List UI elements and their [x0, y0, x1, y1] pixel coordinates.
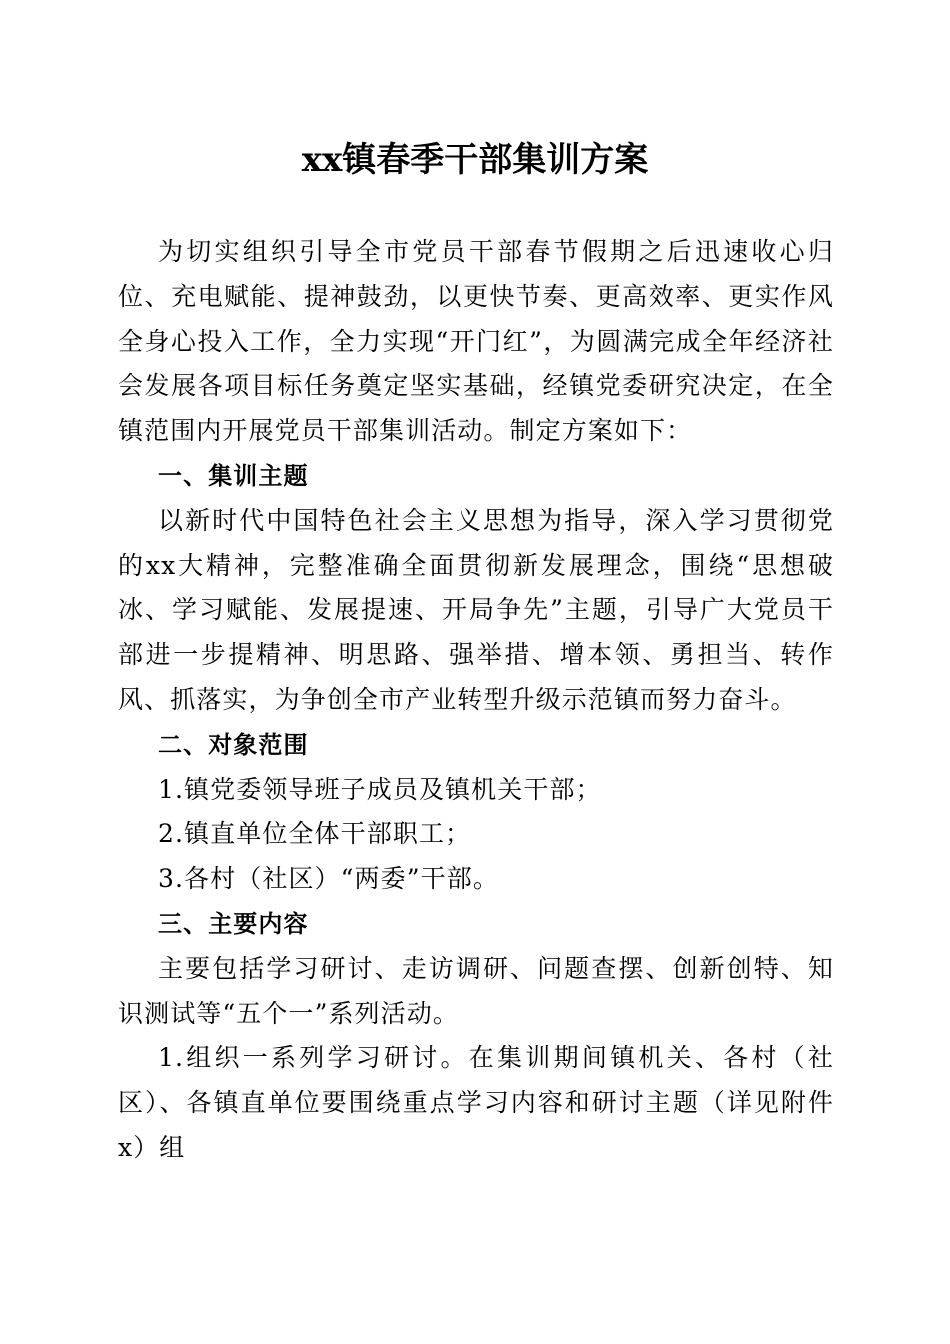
content-paragraph: 主要包括学习研讨、走访调研、问题查摆、创新创特、知识测试等“五个一”系列活动。: [118, 953, 834, 1028]
section-heading-scope: 二、对象范围: [158, 730, 309, 759]
content-paragraph-study: 1.组织一系列学习研讨。在集训期间镇机关、各村（社区）、各镇直单位要围绕重点学习内容和研讨主题（详见附件x）组: [118, 1043, 834, 1162]
section-heading-content: 三、主要内容: [158, 909, 309, 938]
scope-item: 2.镇直单位全体干部职工；: [158, 819, 472, 849]
intro-paragraph: 为切实组织引导全市党员干部春节假期之后迅速收心归位、充电赋能、提神鼓劲，以更快节奏、更高效率、更实作风全身心投入工作，全力实现“开门红”，为圆满完成全年经济社会发展各项目标任务奠定坚实基础，经镇党委研究决定，在全镇范围内开展党员干部集训活动。制定方案如下：: [118, 237, 834, 446]
scope-item: 3.各村（社区）“两委”干部。: [158, 864, 499, 894]
theme-paragraph: 以新时代中国特色社会主义思想为指导，深入学习贯彻党的xx大精神，完整准确全面贯彻新发展理念，围绕“思想破冰、学习赋能、发展提速、开局争先”主题，引导广大党员干部进一步提精神、明思路、强举措、增本领、勇担当、转作风、抓落实，为争创全市产业转型升级示范镇而努力奋斗。: [118, 505, 834, 714]
scope-item: 1.镇党委领导班子成员及镇机关干部；: [158, 774, 602, 804]
document-body: [118, 230, 834, 1171]
document-title: xx镇春季干部集训方案: [301, 140, 649, 180]
section-heading-theme: 一、集训主题: [158, 461, 309, 490]
